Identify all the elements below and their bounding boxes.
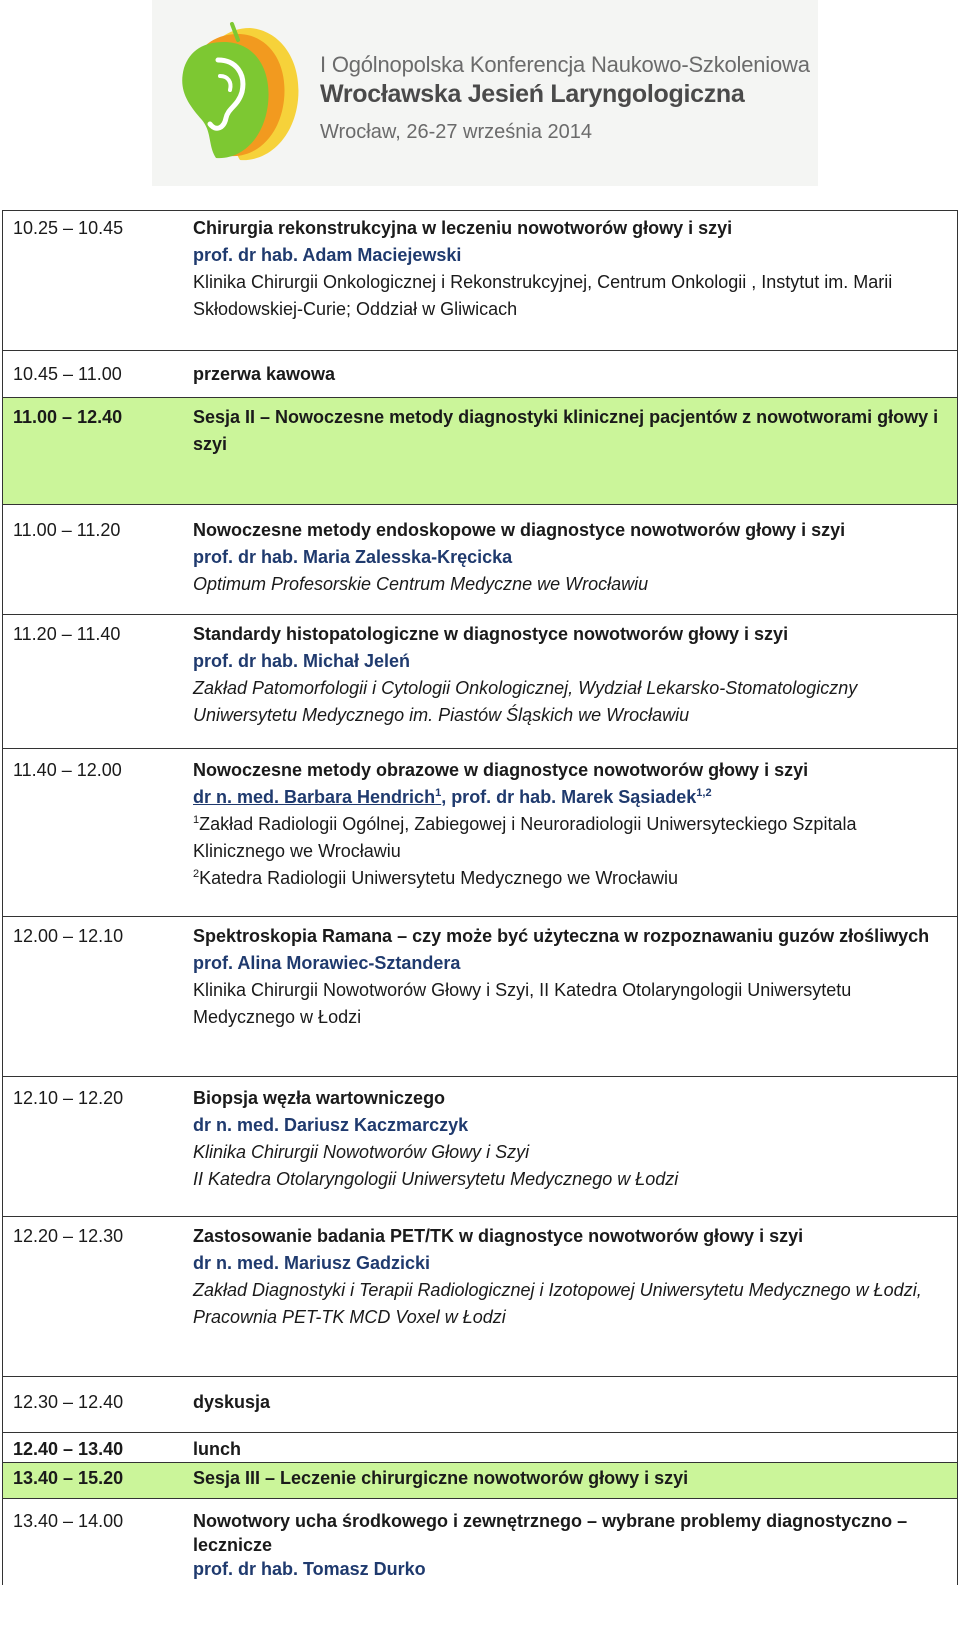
table-row-session-header	[2, 398, 958, 505]
speaker-name: dr n. med. Dariusz Kaczmarczyk	[193, 1115, 469, 1135]
speaker-name: prof. Alina Morawiec-Sztandera	[193, 953, 461, 973]
session-time: 10.25 – 10.45	[13, 218, 124, 238]
conference-header	[152, 0, 818, 186]
speaker-name: dr n. med. Barbara Hendrich$^1$	[193, 787, 442, 807]
break-label: przerwa kawowa	[193, 364, 336, 384]
lunch-label: lunch	[193, 1439, 241, 1459]
table-row	[2, 1499, 958, 1585]
table-row	[2, 1377, 958, 1433]
affiliation: Klinika Chirurgii Onkologicznej i Rekonstrukcyjnej, Centrum Onkologii , Instytut im. Marii Skłodowskiej-Curie; Oddział w Gliwicach	[193, 272, 893, 319]
affiliation: Klinika Chirurgii Nowotworów Głowy i Szyi	[193, 1142, 530, 1162]
session-content	[193, 749, 957, 916]
affiliation: $^1$Zakład Radiologii Ogólnej, Zabiegowej i Neuroradiologii Uniwersyteckiego Szpitala Klinicznego we Wrocławiu	[193, 814, 857, 861]
talk-title: Chirurgia rekonstrukcyjna w leczeniu nowotworów głowy i szyi	[193, 218, 733, 238]
session-content	[193, 1377, 957, 1432]
session-time: 11.00 – 11.20	[13, 520, 121, 540]
affiliation: Pracownia PET-TK MCD Voxel w Łodzi	[193, 1307, 506, 1327]
table-row	[2, 1077, 958, 1217]
session-content	[193, 505, 957, 614]
session-content	[193, 1217, 957, 1376]
session-time: 11.20 – 11.40	[13, 624, 121, 644]
affiliation: $^2$Katedra Radiologii Uniwersytetu Medycznego we Wrocławiu	[193, 868, 679, 888]
session-time: 13.40 – 15.20	[13, 1468, 124, 1488]
session-content	[193, 398, 957, 504]
affiliation: Zakład Patomorfologii i Cytologii Onkologicznej, Wydział Lekarsko-Stomatologiczny Uniwersytetu Medycznego im. Piastów Śląskich we Wrocławiu	[193, 678, 858, 725]
affiliation: Klinika Chirurgii Nowotworów Głowy i Szyi, II Katedra Otolaryngologii Uniwersytetu Medycznego w Łodzi	[193, 980, 852, 1027]
speaker-name: prof. dr hab. Tomasz Durko	[193, 1559, 426, 1579]
talk-title: Spektroskopia Ramana – czy może być użyteczna w rozpoznawaniu guzów złośliwych	[193, 926, 930, 946]
session-title: Sesja III – Leczenie chirurgiczne nowotworów głowy i szyi	[193, 1468, 689, 1488]
affiliation: Optimum Profesorskie Centrum Medyczne we Wrocławiu	[193, 574, 649, 594]
talk-title: Biopsja węzła wartowniczego	[193, 1088, 446, 1108]
table-row	[2, 917, 958, 1077]
table-row	[2, 615, 958, 749]
speaker-names: dr n. med. Barbara Hendrich$^1$, prof. dr hab. Marek Sąsiadek$^{1,2}$	[193, 787, 712, 807]
session-content	[193, 1463, 957, 1498]
speaker-name: , prof. dr hab. Marek Sąsiadek	[441, 787, 697, 807]
session-content	[193, 351, 957, 397]
session-time: 13.40 – 14.00	[13, 1511, 124, 1531]
schedule-table	[2, 210, 958, 1585]
affiliation: II Katedra Otolaryngologii Uniwersytetu Medycznego w Łodzi	[193, 1169, 679, 1189]
session-time: 12.00 – 12.10	[13, 926, 124, 946]
discussion-label: dyskusja	[193, 1392, 271, 1412]
table-row	[2, 211, 958, 351]
session-content	[193, 1499, 957, 1585]
session-time: 12.20 – 12.30	[13, 1226, 124, 1246]
conference-date-place: Wrocław, 26-27 września 2014	[320, 121, 592, 143]
talk-title: Zastosowanie badania PET/TK w diagnostyce nowotworów głowy i szyi	[193, 1226, 804, 1246]
affiliation: Zakład Diagnostyki i Terapii Radiologicznej i Izotopowej Uniwersytetu Medycznego w Łodzi,	[193, 1280, 922, 1300]
talk-title: Nowoczesne metody obrazowe w diagnostyce nowotworów głowy i szyi	[193, 760, 809, 780]
speaker-name: prof. dr hab. Maria Zalesska-Kręcicka	[193, 547, 513, 567]
conference-title: Wrocławska Jesień Laryngologiczna	[320, 80, 745, 108]
session-time: 11.40 – 12.00	[13, 760, 122, 780]
session-time: 10.45 – 11.00	[13, 364, 122, 384]
table-row	[2, 351, 958, 398]
session-time: 12.30 – 12.40	[13, 1392, 124, 1412]
table-row	[2, 505, 958, 615]
session-time: 12.10 – 12.20	[13, 1088, 124, 1108]
table-row	[2, 1433, 958, 1463]
session-content	[193, 615, 957, 748]
talk-title: Nowoczesne metody endoskopowe w diagnostyce nowotworów głowy i szyi	[193, 520, 846, 540]
session-time: 11.00 – 12.40	[13, 407, 123, 427]
table-row-session-header	[2, 1463, 958, 1499]
session-time: 12.40 – 13.40	[13, 1439, 124, 1459]
speaker-name: dr n. med. Mariusz Gadzicki	[193, 1253, 431, 1273]
session-content	[193, 211, 957, 350]
talk-title: Nowotwory ucha środkowego i zewnętrznego – wybrane problemy diagnostyczno – lecznicze	[193, 1511, 908, 1555]
talk-title: Standardy histopatologiczne w diagnostyce nowotworów głowy i szyi	[193, 624, 789, 644]
session-content	[193, 1433, 957, 1462]
table-row	[2, 749, 958, 917]
speaker-name: prof. dr hab. Michał Jeleń	[193, 651, 411, 671]
session-title: Sesja II – Nowoczesne metody diagnostyki klinicznej pacjentów z nowotworami głowy i szyi	[193, 407, 939, 454]
session-content	[193, 1077, 957, 1216]
table-row	[2, 1217, 958, 1377]
session-content	[193, 917, 957, 1076]
speaker-name: prof. dr hab. Adam Maciejewski	[193, 245, 462, 265]
conference-logo-icon	[180, 20, 310, 170]
conference-subtitle: I Ogólnopolska Konferencja Naukowo-Szkoleniowa	[320, 52, 810, 77]
